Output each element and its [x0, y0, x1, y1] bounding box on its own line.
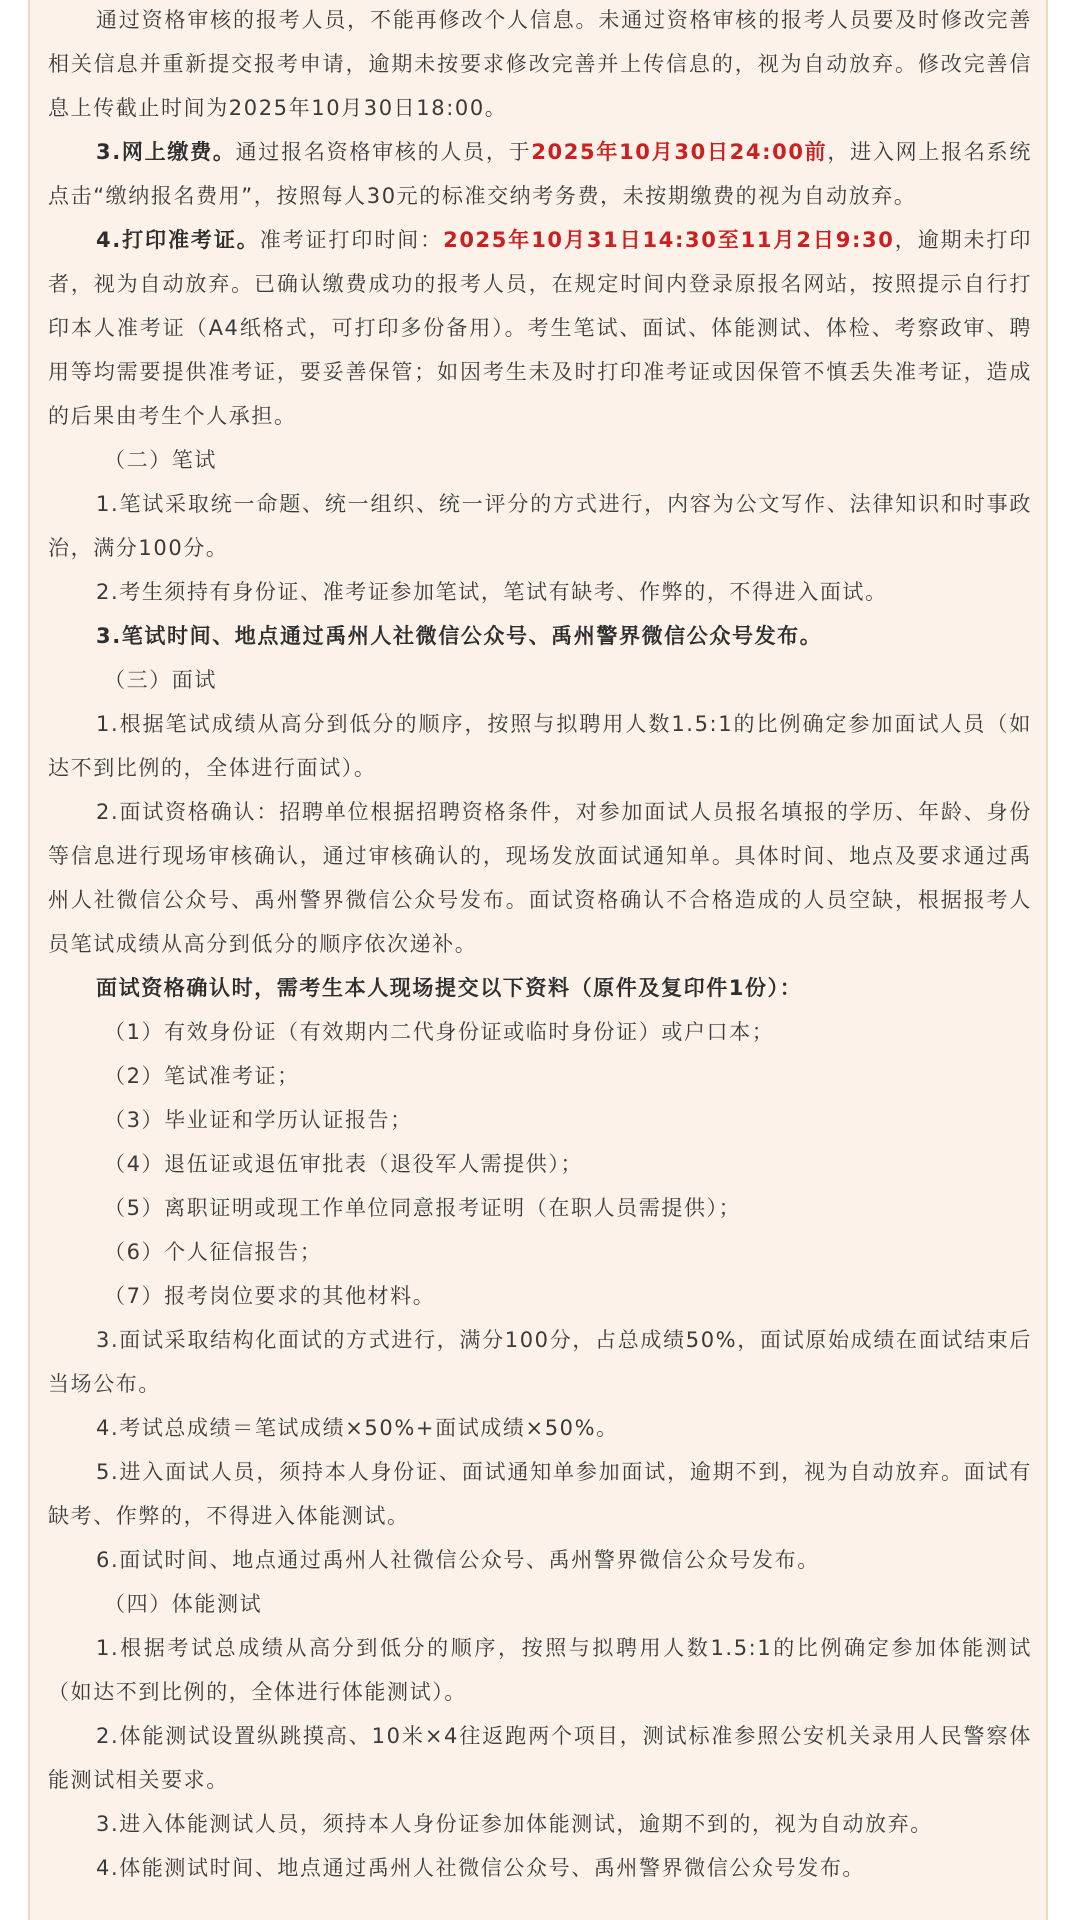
- article-card: [28, 0, 1048, 1920]
- written-item: 1.笔试采取统一命题、统一组织、统一评分的方式进行，内容为公文写作、法律知识和时事政治，满分100分。: [48, 492, 1032, 560]
- written-item-bold: 3.笔试时间、地点通过禹州人社微信公众号、禹州警界微信公众号发布。: [96, 624, 823, 648]
- interview-item: 4.考试总成绩＝笔试成绩×50%+面试成绩×50%。: [96, 1416, 619, 1440]
- material-item: （3）毕业证和学历认证报告；: [104, 1108, 413, 1132]
- written-item: 2.考生须持有身份证、准考证参加笔试，笔试有缺考、作弊的，不得进入面试。: [96, 580, 888, 604]
- admission-heading: 4.打印准考证。: [96, 228, 260, 252]
- payment-text-a: 通过报名资格审核的人员，于: [235, 140, 532, 164]
- material-item: （2）笔试准考证；: [104, 1064, 300, 1088]
- admission-period: 2025年10月31日14:30至11月2日9:30: [443, 228, 895, 252]
- materials-heading: 面试资格确认时，需考生本人现场提交以下资料（原件及复印件1份）：: [96, 976, 803, 1000]
- material-item: （1）有效身份证（有效期内二代身份证或临时身份证）或户口本；: [104, 1020, 775, 1044]
- payment-text-b: ，进入网上报名系统点击“缴纳报名费用”，按照每人30元的标准交纳考务费，未按期缴费的视为自动放弃。: [48, 140, 1032, 208]
- paragraph-info-revision: 通过资格审核的报考人员，不能再修改个人信息。未通过资格审核的报考人员要及时修改完善相关信息并重新提交报考申请，逾期未按要求修改完善并上传信息的，视为自动放弃。修改完善信息上传截止时间为2025年10月30日18:00。: [48, 8, 1032, 120]
- material-item: （7）报考岗位要求的其他材料。: [104, 1284, 436, 1308]
- payment-deadline: 2025年10月30日24:00前: [531, 140, 828, 164]
- admission-text-a: 准考证打印时间：: [259, 228, 444, 252]
- section-title-fitness-test: （四）体能测试: [104, 1592, 263, 1616]
- fitness-item: 2.体能测试设置纵跳摸高、10米×4往返跑两个项目，测试标准参照公安机关录用人民警察体能测试相关要求。: [48, 1724, 1032, 1792]
- interview-item: 3.面试采取结构化面试的方式进行，满分100分，占总成绩50%，面试原始成绩在面试结束后当场公布。: [48, 1328, 1032, 1396]
- paragraph-print-admission: [48, 218, 1032, 438]
- material-item: （6）个人征信报告；: [104, 1240, 323, 1264]
- interview-item: 1.根据笔试成绩从高分到低分的顺序，按照与拟聘用人数1.5:1的比例确定参加面试人员（如达不到比例的，全体进行面试）。: [48, 712, 1032, 780]
- section-title-interview: （三）面试: [104, 668, 217, 692]
- admission-text-b: ，逾期未打印者，视为自动放弃。已确认缴费成功的报考人员，在规定时间内登录原报名网站，按照提示自行打印本人准考证（A4纸格式，可打印多份备用）。考生笔试、面试、体能测试、体检、考察政审、聘用等均需要提供准考证，要妥善保管；如因考生未及时打印准考证或因保管不慎丢失准考证，造成的后果由考生个人承担。: [48, 228, 1032, 428]
- material-item: （4）退伍证或退伍审批表（退役军人需提供）；: [104, 1152, 584, 1176]
- fitness-item: 1.根据考试总成绩从高分到低分的顺序，按照与拟聘用人数1.5:1的比例确定参加体能测试（如达不到比例的，全体进行体能测试）。: [48, 1636, 1032, 1704]
- material-item: （5）离职证明或现工作单位同意报考证明（在职人员需提供）；: [104, 1196, 742, 1220]
- fitness-item: 3.进入体能测试人员，须持本人身份证参加体能测试，逾期不到的，视为自动放弃。: [96, 1812, 933, 1836]
- fitness-item: 4.体能测试时间、地点通过禹州人社微信公众号、禹州警界微信公众号发布。: [96, 1856, 866, 1880]
- section-title-written-exam: （二）笔试: [104, 448, 217, 472]
- paragraph-online-payment: [48, 130, 1032, 218]
- payment-heading: 3.网上缴费。: [96, 140, 236, 164]
- interview-item: 6.面试时间、地点通过禹州人社微信公众号、禹州警界微信公众号发布。: [96, 1548, 820, 1572]
- article-body: [48, 0, 1032, 1890]
- interview-item: 2.面试资格确认：招聘单位根据招聘资格条件，对参加面试人员报名填报的学历、年龄、身份等信息进行现场审核确认，通过审核确认的，现场发放面试通知单。具体时间、地点及要求通过禹州人社微信公众号、禹州警界微信公众号发布。面试资格确认不合格造成的人员空缺，根据报考人员笔试成绩从高分到低分的顺序依次递补。: [48, 800, 1032, 956]
- interview-item: 5.进入面试人员，须持本人身份证、面试通知单参加面试，逾期不到，视为自动放弃。面试有缺考、作弊的，不得进入体能测试。: [48, 1460, 1032, 1528]
